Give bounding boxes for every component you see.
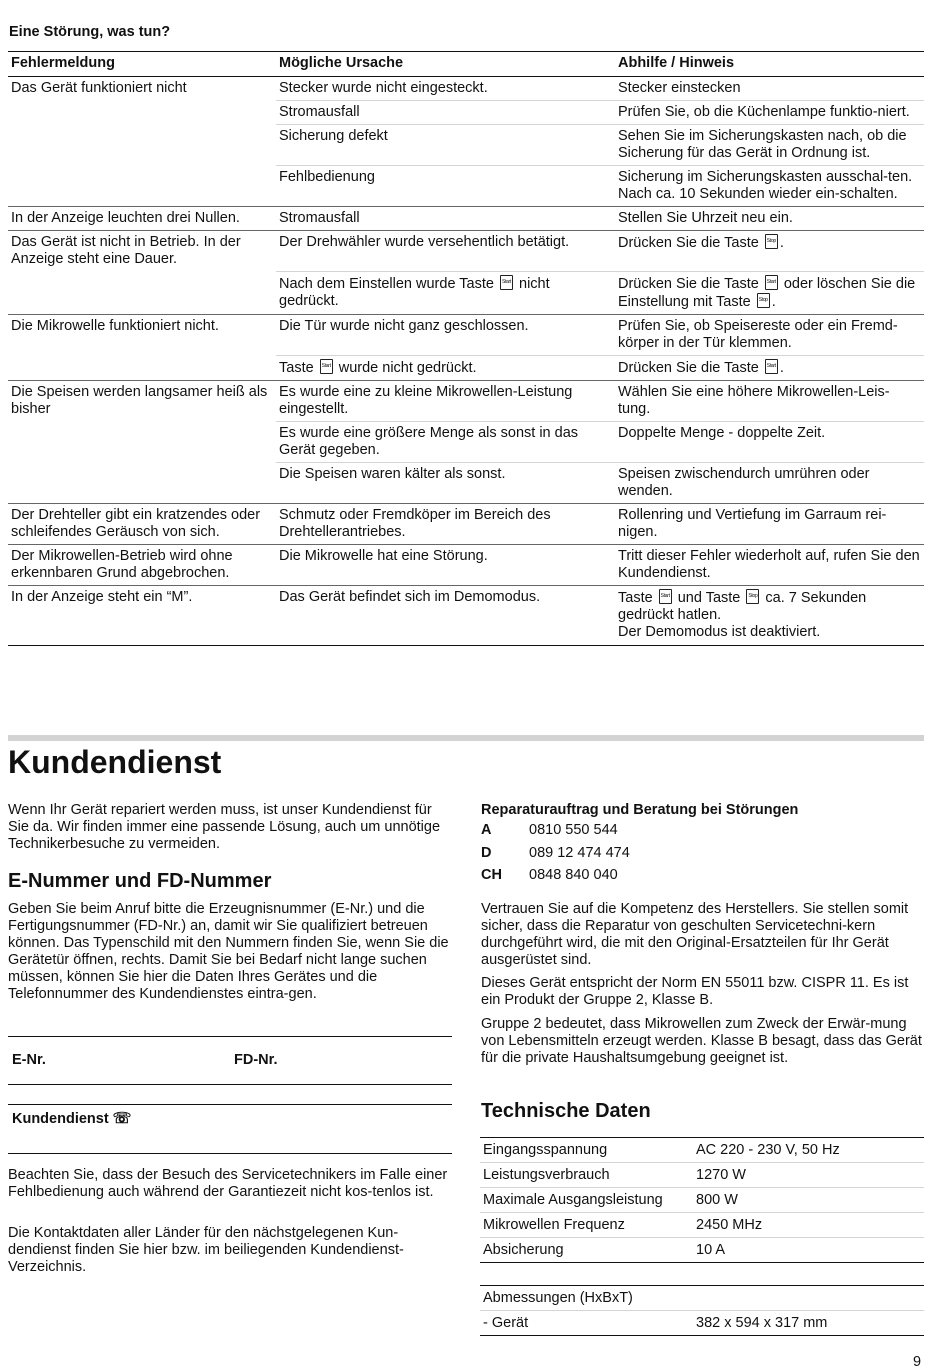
remedy-cell bbox=[615, 355, 924, 380]
table-row bbox=[480, 1138, 924, 1163]
form-divider bbox=[8, 1153, 452, 1154]
remedy-text: Drücken Sie die Taste bbox=[618, 235, 759, 251]
form-divider bbox=[8, 1104, 452, 1105]
remedy-cell bbox=[615, 231, 924, 272]
error-cell: Das Gerät ist nicht in Betrieb. In der Anzeige steht eine Dauer. bbox=[8, 231, 276, 272]
troubleshooting-title: Eine Störung, was tun? bbox=[9, 24, 171, 40]
service-intro: Wenn Ihr Gerät repariert werden muss, ist unser Kundendienst für Sie da. Wir finden immer eine passende Lösung, auch um unnötige Technikerbesuche zu vermeiden. bbox=[8, 802, 441, 852]
table-row bbox=[8, 462, 924, 503]
enr-label: E-Nr. bbox=[12, 1052, 46, 1068]
tech-value: 2450 MHz bbox=[693, 1213, 924, 1238]
remedy-cell: Prüfen Sie, ob die Küchenlampe funktio-niert. bbox=[615, 101, 924, 125]
service-label: Kundendienst bbox=[12, 1111, 109, 1127]
table-row bbox=[480, 1213, 924, 1238]
tech-label: Maximale Ausgangsleistung bbox=[480, 1188, 693, 1213]
table-row bbox=[8, 585, 924, 645]
remedy-text: ca. 7 Sekunden gedrückt hatlen. bbox=[618, 589, 867, 623]
table-row bbox=[8, 166, 924, 207]
form-divider bbox=[8, 1036, 452, 1037]
remedy-cell bbox=[615, 585, 924, 645]
form-divider bbox=[8, 1084, 452, 1085]
cause-text: Nach dem Einstellen wurde Taste bbox=[279, 275, 494, 292]
remedy-cell: Prüfen Sie, ob Speisereste oder ein Fremd-körper in der Tür klemmen. bbox=[615, 314, 924, 355]
dimensions-table bbox=[480, 1285, 924, 1336]
start-key-icon: Start bbox=[765, 275, 778, 290]
table-row bbox=[8, 544, 924, 585]
repair-heading: Reparaturauftrag und Beratung bei Störungen bbox=[481, 802, 799, 818]
phone-row bbox=[481, 867, 618, 884]
table-row bbox=[8, 355, 924, 380]
remedy-text: Der Demomodus ist deaktiviert. bbox=[618, 623, 821, 640]
error-cell: Die Mikrowelle funktioniert nicht. bbox=[8, 314, 276, 355]
cause-cell: Fehlbedienung bbox=[276, 166, 615, 207]
remedy-text: . bbox=[779, 235, 784, 251]
table-row bbox=[8, 421, 924, 462]
dimensions-label: - Gerät bbox=[480, 1311, 693, 1336]
remedy-cell: Tritt dieser Fehler wiederholt auf, rufen Sie den Kundendienst. bbox=[615, 544, 924, 585]
table-header-row bbox=[8, 52, 924, 77]
table-row bbox=[8, 271, 924, 314]
cause-cell: Es wurde eine zu kleine Mikrowellen-Leistung eingestellt. bbox=[276, 380, 615, 421]
fdnr-label: FD-Nr. bbox=[234, 1052, 278, 1068]
cause-cell: Sicherung defekt bbox=[276, 125, 615, 166]
remedy-cell: Sicherung im Sicherungskasten ausschal-ten. Nach ca. 10 Sekunden wieder ein-schalten. bbox=[615, 166, 924, 207]
error-cell: Der Drehteller gibt ein kratzendes oder schleifendes Geräusch von sich. bbox=[8, 503, 276, 544]
cause-text: wurde nicht gedrückt. bbox=[338, 359, 477, 376]
page-title: Kundendienst bbox=[8, 744, 222, 780]
table-row bbox=[480, 1163, 924, 1188]
cause-cell: Die Mikrowelle hat eine Störung. bbox=[276, 544, 615, 585]
tech-data-table bbox=[480, 1137, 924, 1263]
section-divider bbox=[8, 735, 924, 741]
error-cell bbox=[8, 355, 276, 380]
error-cell: Das Gerät funktioniert nicht bbox=[8, 77, 276, 101]
cause-cell: Stecker wurde nicht eingesteckt. bbox=[276, 77, 615, 101]
cause-cell: Schmutz oder Fremdköper im Bereich des Drehtellerantriebes. bbox=[276, 503, 615, 544]
cause-cell: Stromausfall bbox=[276, 101, 615, 125]
tech-value: 800 W bbox=[693, 1188, 924, 1213]
stop-key-icon: Stop bbox=[746, 589, 759, 604]
phone-row bbox=[481, 822, 618, 839]
dimensions-value: 382 x 594 x 317 mm bbox=[693, 1311, 924, 1336]
table-row bbox=[480, 1311, 924, 1336]
cause-cell: Die Tür wurde nicht ganz geschlossen. bbox=[276, 314, 615, 355]
tech-heading: Technische Daten bbox=[481, 1100, 651, 1122]
error-cell bbox=[8, 166, 276, 207]
error-cell bbox=[8, 125, 276, 166]
phone-number: 089 12 474 474 bbox=[529, 845, 630, 861]
tech-value: AC 220 - 230 V, 50 Hz bbox=[693, 1138, 924, 1163]
troubleshooting-table bbox=[8, 51, 924, 646]
service-note: Beachten Sie, dass der Besuch des Servicetechnikers im Falle einer Fehlbedienung auch während der Garantiezeit nicht kos-tenlos ist. bbox=[8, 1167, 448, 1200]
error-cell: Der Mikrowellen-Betrieb wird ohne erkennbaren Grund abgebrochen. bbox=[8, 544, 276, 585]
phone-number: 0848 840 040 bbox=[529, 867, 618, 883]
service-phone-field bbox=[12, 1110, 131, 1128]
start-key-icon: Start bbox=[500, 275, 513, 290]
start-key-icon: Start bbox=[659, 589, 672, 604]
phone-row bbox=[481, 845, 630, 862]
error-cell bbox=[8, 271, 276, 314]
enr-heading: E-Nummer und FD-Nummer bbox=[8, 870, 272, 892]
cause-text: Taste bbox=[279, 359, 314, 376]
cause-text: nicht gedrückt. bbox=[279, 275, 550, 309]
error-cell bbox=[8, 101, 276, 125]
remedy-text: oder löschen Sie die Einstellung mit Taste bbox=[618, 275, 916, 310]
country-code: D bbox=[481, 845, 492, 861]
telephone-icon: ☏ bbox=[112, 1110, 132, 1127]
page-number: 9 bbox=[913, 1354, 922, 1370]
stop-key-icon: Stop bbox=[757, 293, 770, 308]
table-row bbox=[8, 231, 924, 272]
phone-number: 0810 550 544 bbox=[529, 822, 618, 838]
remedy-text: Drücken Sie die Taste bbox=[618, 359, 759, 376]
tech-value: 10 A bbox=[693, 1238, 924, 1263]
cause-cell: Es wurde eine größere Menge als sonst in das Gerät gegeben. bbox=[276, 421, 615, 462]
table-row bbox=[8, 101, 924, 125]
remedy-text: . bbox=[771, 293, 776, 310]
table-row bbox=[8, 314, 924, 355]
stop-key-icon: Stop bbox=[765, 234, 778, 249]
table-row bbox=[8, 503, 924, 544]
remedy-cell: Stellen Sie Uhrzeit neu ein. bbox=[615, 207, 924, 231]
dimensions-label: Abmessungen (HxBxT) bbox=[480, 1286, 693, 1311]
tech-label: Leistungsverbrauch bbox=[480, 1163, 693, 1188]
cause-cell bbox=[276, 271, 615, 314]
table-row bbox=[480, 1286, 924, 1311]
remedy-cell: Speisen zwischendurch umrühren oder wenden. bbox=[615, 462, 924, 503]
tech-label: Mikrowellen Frequenz bbox=[480, 1213, 693, 1238]
country-code: A bbox=[481, 822, 492, 838]
column-header-error: Fehlermeldung bbox=[8, 52, 276, 77]
table-row bbox=[480, 1238, 924, 1263]
service-note: Die Kontaktdaten aller Länder für den nächstgelegenen Kun-dendienst finden Sie hier bzw. im beiliegenden Kundendienst-Verzeichnis. bbox=[8, 1225, 404, 1275]
remedy-text: Drücken Sie die Taste bbox=[618, 275, 759, 292]
error-cell bbox=[8, 421, 276, 462]
trust-text: Vertrauen Sie auf die Kompetenz des Herstellers. Sie stellen somit sicher, dass die Reparatur von geschulten Servicetechni-kern durchgeführt wird, die mit den Original-Ersatzteilen für Ihr Gerät ausgerüstet sind. bbox=[481, 901, 909, 968]
error-cell: Die Speisen werden langsamer heiß als bisher bbox=[8, 380, 276, 421]
group-text: Gruppe 2 bedeutet, dass Mikrowellen zum Zweck der Erwär-mung von Lebensmitteln erzeugt werden. Klasse B besagt, dass das Gerät für die private Haushaltsumgebung geeignet ist. bbox=[481, 1016, 922, 1066]
cause-cell bbox=[276, 355, 615, 380]
column-header-remedy: Abhilfe / Hinweis bbox=[615, 52, 924, 77]
remedy-cell: Sehen Sie im Sicherungskasten nach, ob die Sicherung für das Gerät in Ordnung ist. bbox=[615, 125, 924, 166]
start-key-icon: Start bbox=[320, 359, 333, 374]
cause-cell: Die Speisen waren kälter als sonst. bbox=[276, 462, 615, 503]
enr-text: Geben Sie beim Anruf bitte die Erzeugnisnummer (E-Nr.) und die Fertigungsnummer (FD-Nr.) an, damit wir Sie qualifiziert betreuen können. Das Typenschild mit den Nummern finden Sie, wenn Sie die Gerätetür öffnen, rechts. Damit Sie bei Bedarf nicht lange suchen müssen, können Sie hier die Daten Ihres Gerätes und die Telefonnummer des Kundendienstes eintra-gen. bbox=[8, 901, 449, 1002]
table-row bbox=[8, 77, 924, 101]
table-row bbox=[8, 125, 924, 166]
table-row bbox=[8, 207, 924, 231]
remedy-cell: Doppelte Menge - doppelte Zeit. bbox=[615, 421, 924, 462]
table-row bbox=[8, 380, 924, 421]
column-header-cause: Mögliche Ursache bbox=[276, 52, 615, 77]
remedy-cell bbox=[615, 271, 924, 314]
remedy-cell: Rollenring und Vertiefung im Garraum rei-nigen. bbox=[615, 503, 924, 544]
error-cell: In der Anzeige steht ein “M”. bbox=[8, 585, 276, 645]
tech-value: 1270 W bbox=[693, 1163, 924, 1188]
remedy-text: und Taste bbox=[677, 589, 741, 606]
country-code: CH bbox=[481, 867, 502, 883]
start-key-icon: Start bbox=[765, 359, 778, 374]
norm-text: Dieses Gerät entspricht der Norm EN 55011 bzw. CISPR 11. Es ist ein Produkt der Gruppe 2, Klasse B. bbox=[481, 975, 909, 1008]
error-cell: In der Anzeige leuchten drei Nullen. bbox=[8, 207, 276, 231]
remedy-text: Taste bbox=[618, 589, 653, 606]
table-row bbox=[480, 1188, 924, 1213]
dimensions-value bbox=[693, 1286, 924, 1311]
remedy-cell: Wählen Sie eine höhere Mikrowellen-Leis-tung. bbox=[615, 380, 924, 421]
tech-label: Absicherung bbox=[480, 1238, 693, 1263]
tech-label: Eingangsspannung bbox=[480, 1138, 693, 1163]
cause-cell: Stromausfall bbox=[276, 207, 615, 231]
remedy-cell: Stecker einstecken bbox=[615, 77, 924, 101]
error-cell bbox=[8, 462, 276, 503]
cause-cell: Das Gerät befindet sich im Demomodus. bbox=[276, 585, 615, 645]
cause-cell: Der Drehwähler wurde versehentlich betätigt. bbox=[276, 231, 615, 272]
remedy-text: . bbox=[779, 359, 784, 376]
